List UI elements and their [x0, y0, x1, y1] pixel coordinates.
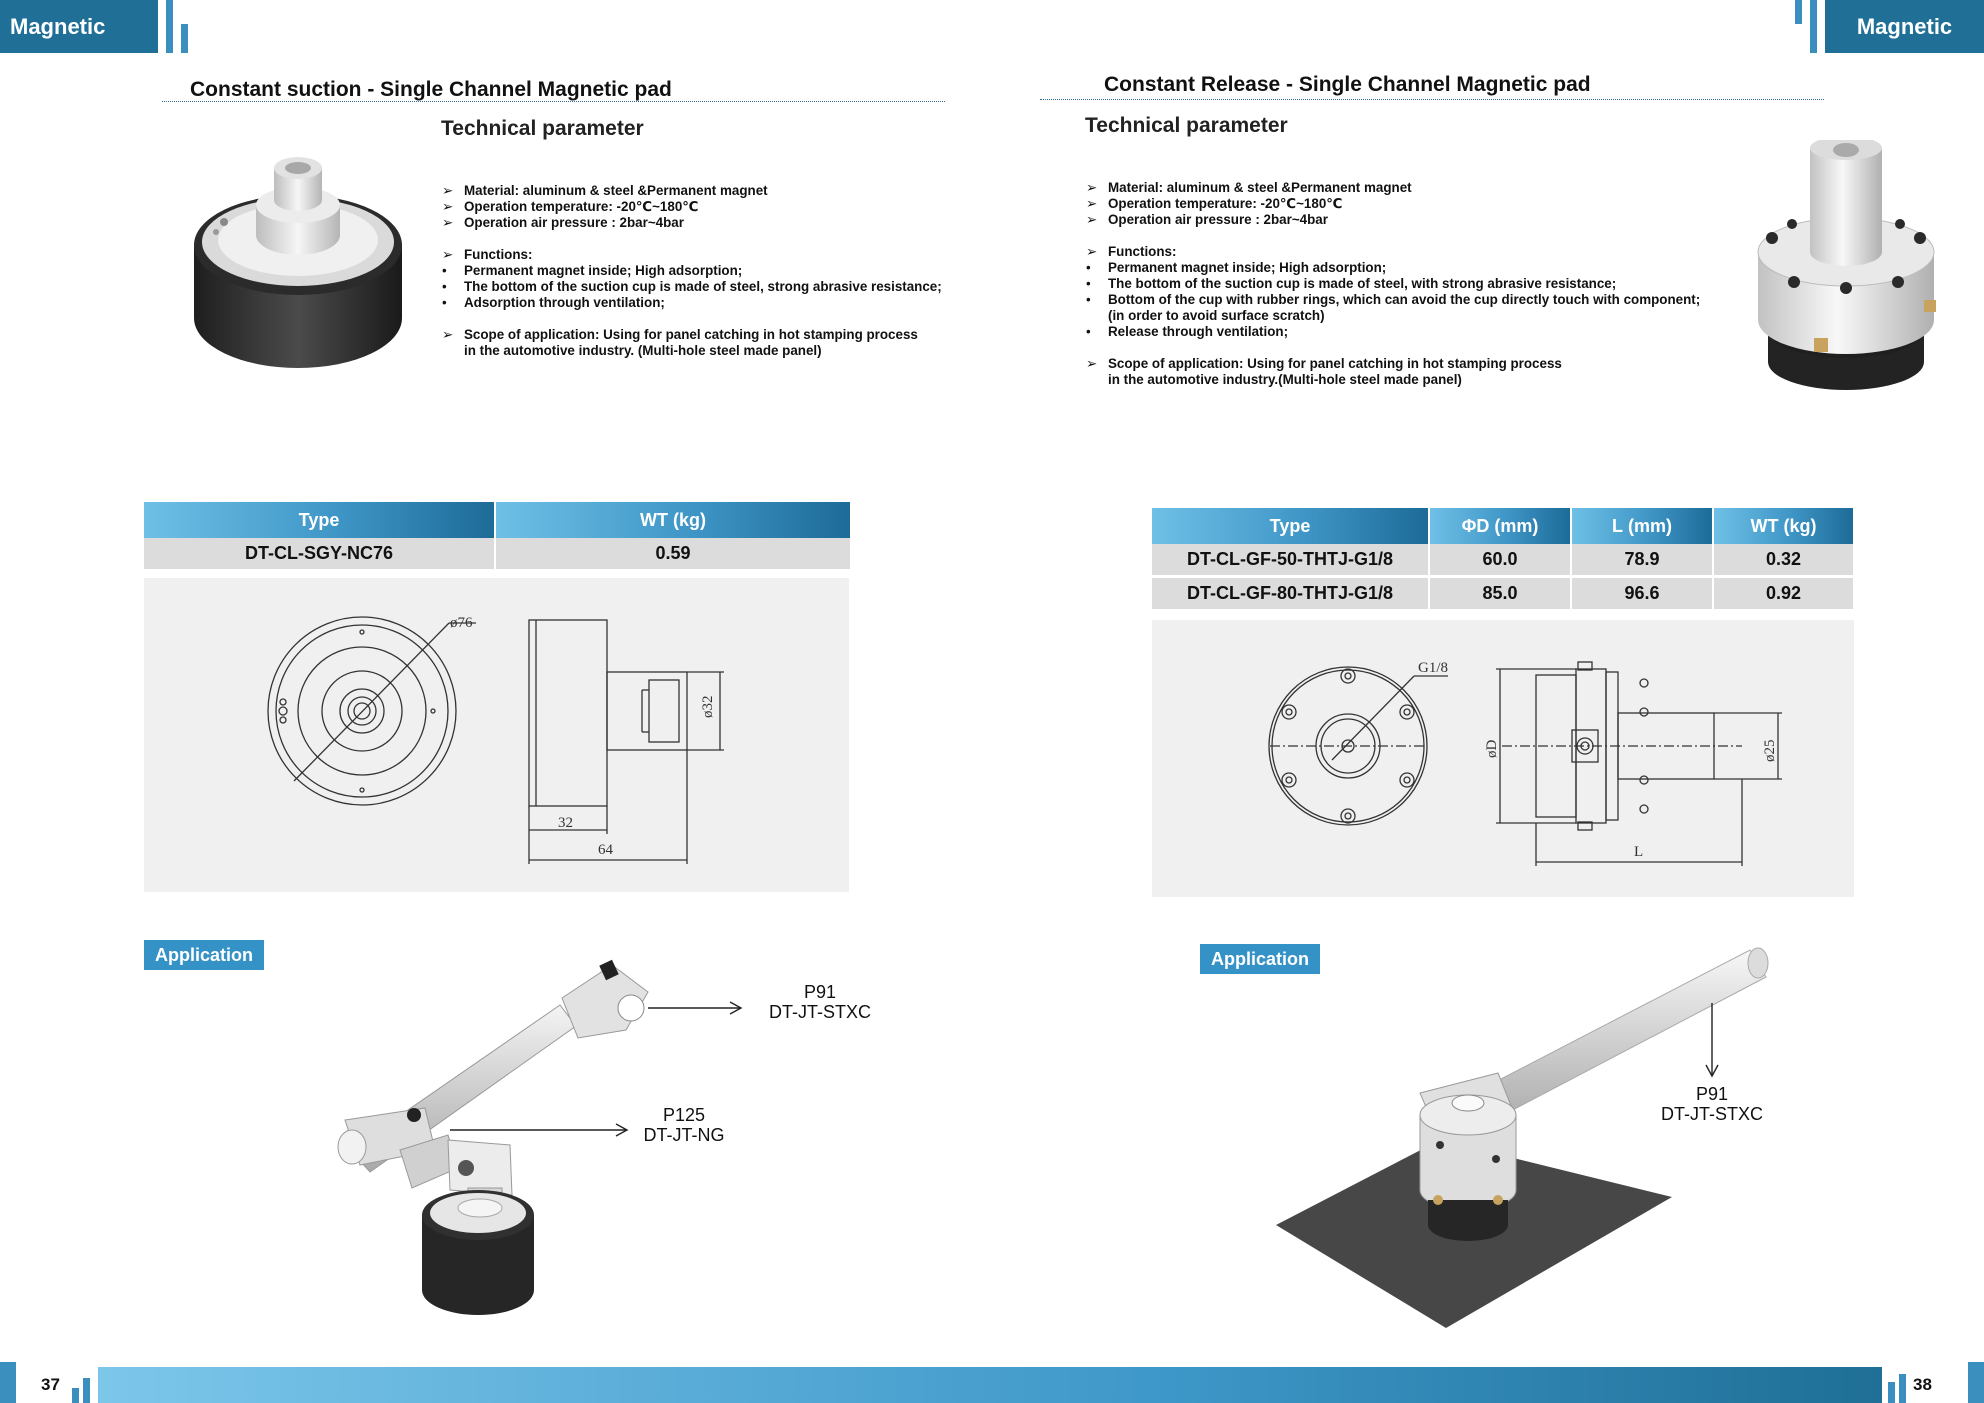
spec-item: [442, 199, 942, 215]
table-header: WT (kg): [495, 502, 851, 538]
callout-line: DT-JT-STXC: [769, 1002, 871, 1022]
header-accent-bar: [1810, 0, 1817, 53]
bullet-icon: ➢: [1086, 244, 1098, 259]
table-cell: 78.9: [1571, 544, 1713, 577]
callout-p91-right: [1652, 1084, 1772, 1124]
header-tab-right: Magnetic pad: [1825, 0, 1984, 53]
dim-label: 64: [598, 842, 613, 858]
spec-item: [442, 279, 942, 295]
spec-item: [1086, 276, 1700, 292]
spec-text: Permanent magnet inside; High adsorption;: [464, 263, 743, 278]
dim-label: 32: [558, 815, 573, 831]
table-header: WT (kg): [1713, 508, 1854, 544]
spec-item: [1086, 356, 1700, 372]
spec-item: [442, 343, 942, 359]
table-header: Type: [144, 502, 495, 538]
dim-label: øD: [1484, 739, 1500, 758]
table-row: [1152, 577, 1854, 611]
header-accent-bar: [1795, 0, 1802, 24]
footer-accent-bar: [1968, 1362, 1984, 1403]
bullet-icon: ➢: [1086, 356, 1098, 371]
right-tech-heading: Technical parameter: [1085, 114, 1288, 137]
bullet-icon: •: [1086, 292, 1091, 307]
right-title-underline: [1040, 99, 1824, 100]
callout-line: P125: [662, 1105, 706, 1125]
spec-item: [1086, 324, 1700, 340]
spec-text: (in order to avoid surface scratch): [1108, 308, 1325, 323]
spec-spacer: [1086, 228, 1700, 244]
spec-item: [1086, 196, 1700, 212]
footer-accent-bar: [1899, 1374, 1906, 1403]
spec-text: in the automotive industry. (Multi-hole steel made panel): [464, 343, 822, 358]
spec-item: [442, 295, 942, 311]
dim-label: L: [1634, 844, 1644, 860]
bullet-icon: [1086, 372, 1108, 388]
left-spec-list: [442, 183, 942, 359]
bullet-icon: ➢: [442, 215, 454, 230]
spec-text: Scope of application: Using for panel catching in hot stamping process: [464, 327, 918, 342]
spec-item: [1086, 372, 1700, 388]
bullet-icon: [442, 343, 464, 359]
spec-text: Functions:: [1108, 244, 1177, 259]
spec-item: [442, 215, 942, 231]
bullet-icon: •: [1086, 260, 1091, 275]
bullet-icon: ➢: [1086, 196, 1098, 211]
right-section-title: Constant Release - Single Channel Magnetic pad: [1104, 73, 1591, 96]
spec-text: Material: aluminum & steel &Permanent magnet: [464, 183, 768, 198]
table-cell: DT-CL-SGY-NC76: [144, 538, 495, 571]
bullet-icon: ➢: [442, 327, 454, 342]
left-spec-table: [144, 502, 852, 572]
spec-item: [442, 247, 942, 263]
bullet-icon: •: [1086, 324, 1091, 339]
spec-item: [1086, 308, 1700, 324]
table-cell: 0.92: [1713, 577, 1854, 611]
table-header: L (mm): [1571, 508, 1713, 544]
spec-text: Bottom of the cup with rubber rings, which can avoid the cup directly touch with component;: [1108, 292, 1701, 307]
bullet-icon: •: [442, 263, 447, 278]
spec-item: [442, 183, 942, 199]
bullet-icon: •: [1086, 276, 1091, 291]
spec-text: The bottom of the suction cup is made of steel, strong abrasive resistance;: [464, 279, 942, 294]
left-product-image: [186, 150, 412, 372]
dim-label: ø25: [1762, 739, 1778, 762]
page-number-left: 37: [41, 1375, 60, 1394]
spec-text: Operation temperature: -20℃~180℃: [464, 199, 699, 214]
footer-accent-bar: [83, 1378, 90, 1403]
right-technical-drawing: [1152, 620, 1854, 897]
bullet-icon: ➢: [442, 247, 454, 262]
spec-spacer: [442, 311, 942, 327]
right-product-image: [1752, 140, 1938, 398]
callout-line: P91: [803, 982, 837, 1002]
dim-label: ø76: [450, 615, 473, 631]
spec-item: [442, 263, 942, 279]
bullet-icon: •: [442, 279, 447, 294]
table-cell: 60.0: [1429, 544, 1571, 577]
bullet-icon: ➢: [442, 199, 454, 214]
spec-text: Material: aluminum & steel &Permanent magnet: [1108, 180, 1412, 195]
header-tab-left: Magnetic pad: [0, 0, 158, 53]
right-spec-list: [1086, 180, 1700, 388]
page-number-right: 38: [1913, 1375, 1932, 1394]
bullet-icon: ➢: [1086, 212, 1098, 227]
spec-text: Operation air pressure : 2bar~4bar: [1108, 212, 1328, 227]
table-row: [1152, 544, 1854, 577]
left-technical-drawing: [144, 578, 849, 892]
spec-item: [1086, 260, 1700, 276]
table-cell: 96.6: [1571, 577, 1713, 611]
spec-text: Operation temperature: -20℃~180℃: [1108, 196, 1343, 211]
spec-spacer: [1086, 340, 1700, 356]
footer-band: [98, 1367, 1882, 1403]
table-cell: DT-CL-GF-80-THTJ-G1/8: [1152, 577, 1429, 611]
callout-line: DT-JT-STXC: [1661, 1104, 1763, 1124]
right-spec-table: [1152, 508, 1855, 612]
bullet-icon: •: [442, 295, 447, 310]
spec-text: Functions:: [464, 247, 533, 262]
right-application-badge: Application: [1200, 944, 1320, 974]
left-title-underline: [162, 101, 945, 102]
footer-accent-bar: [0, 1362, 16, 1403]
dim-label: ø32: [700, 695, 716, 718]
table-cell: DT-CL-GF-50-THTJ-G1/8: [1152, 544, 1429, 577]
callout-p91: [760, 982, 880, 1022]
left-application-badge: Application: [144, 940, 264, 970]
spec-text: Release through ventilation;: [1108, 324, 1289, 339]
footer-accent-bar: [1888, 1382, 1895, 1403]
table-row: [144, 538, 851, 571]
spec-text: Operation air pressure : 2bar~4bar: [464, 215, 684, 230]
table-header: Type: [1152, 508, 1429, 544]
table-cell: 0.32: [1713, 544, 1854, 577]
bullet-icon: ➢: [1086, 180, 1098, 195]
footer-accent-bar: [72, 1388, 79, 1403]
spec-text: in the automotive industry.(Multi-hole steel made panel): [1108, 372, 1462, 387]
dim-label: G1/8: [1418, 660, 1448, 676]
bullet-icon: [1086, 308, 1108, 324]
left-section-title: Constant suction - Single Channel Magnetic pad: [190, 78, 672, 101]
header-accent-bar: [181, 24, 188, 53]
spec-item: [1086, 292, 1700, 308]
bullet-icon: ➢: [442, 183, 454, 198]
table-cell: 85.0: [1429, 577, 1571, 611]
spec-text: Permanent magnet inside; High adsorption;: [1108, 260, 1387, 275]
left-tech-heading: Technical parameter: [441, 117, 644, 140]
spec-item: [442, 327, 942, 343]
table-cell: 0.59: [495, 538, 851, 571]
callout-p125: [625, 1105, 743, 1145]
right-application-image: [1270, 945, 1770, 1330]
table-header: ΦD (mm): [1429, 508, 1571, 544]
spec-text: Adsorption through ventilation;: [464, 295, 665, 310]
callout-line: DT-JT-NG: [643, 1125, 725, 1145]
spec-item: [1086, 244, 1700, 260]
spec-text: Scope of application: Using for panel catching in hot stamping process: [1108, 356, 1562, 371]
spec-item: [1086, 212, 1700, 228]
callout-line: P91: [1695, 1084, 1729, 1104]
spec-text: The bottom of the suction cup is made of steel, with strong abrasive resistance;: [1108, 276, 1617, 291]
header-accent-bar: [166, 0, 173, 53]
spec-item: [1086, 180, 1700, 196]
spec-spacer: [442, 231, 942, 247]
